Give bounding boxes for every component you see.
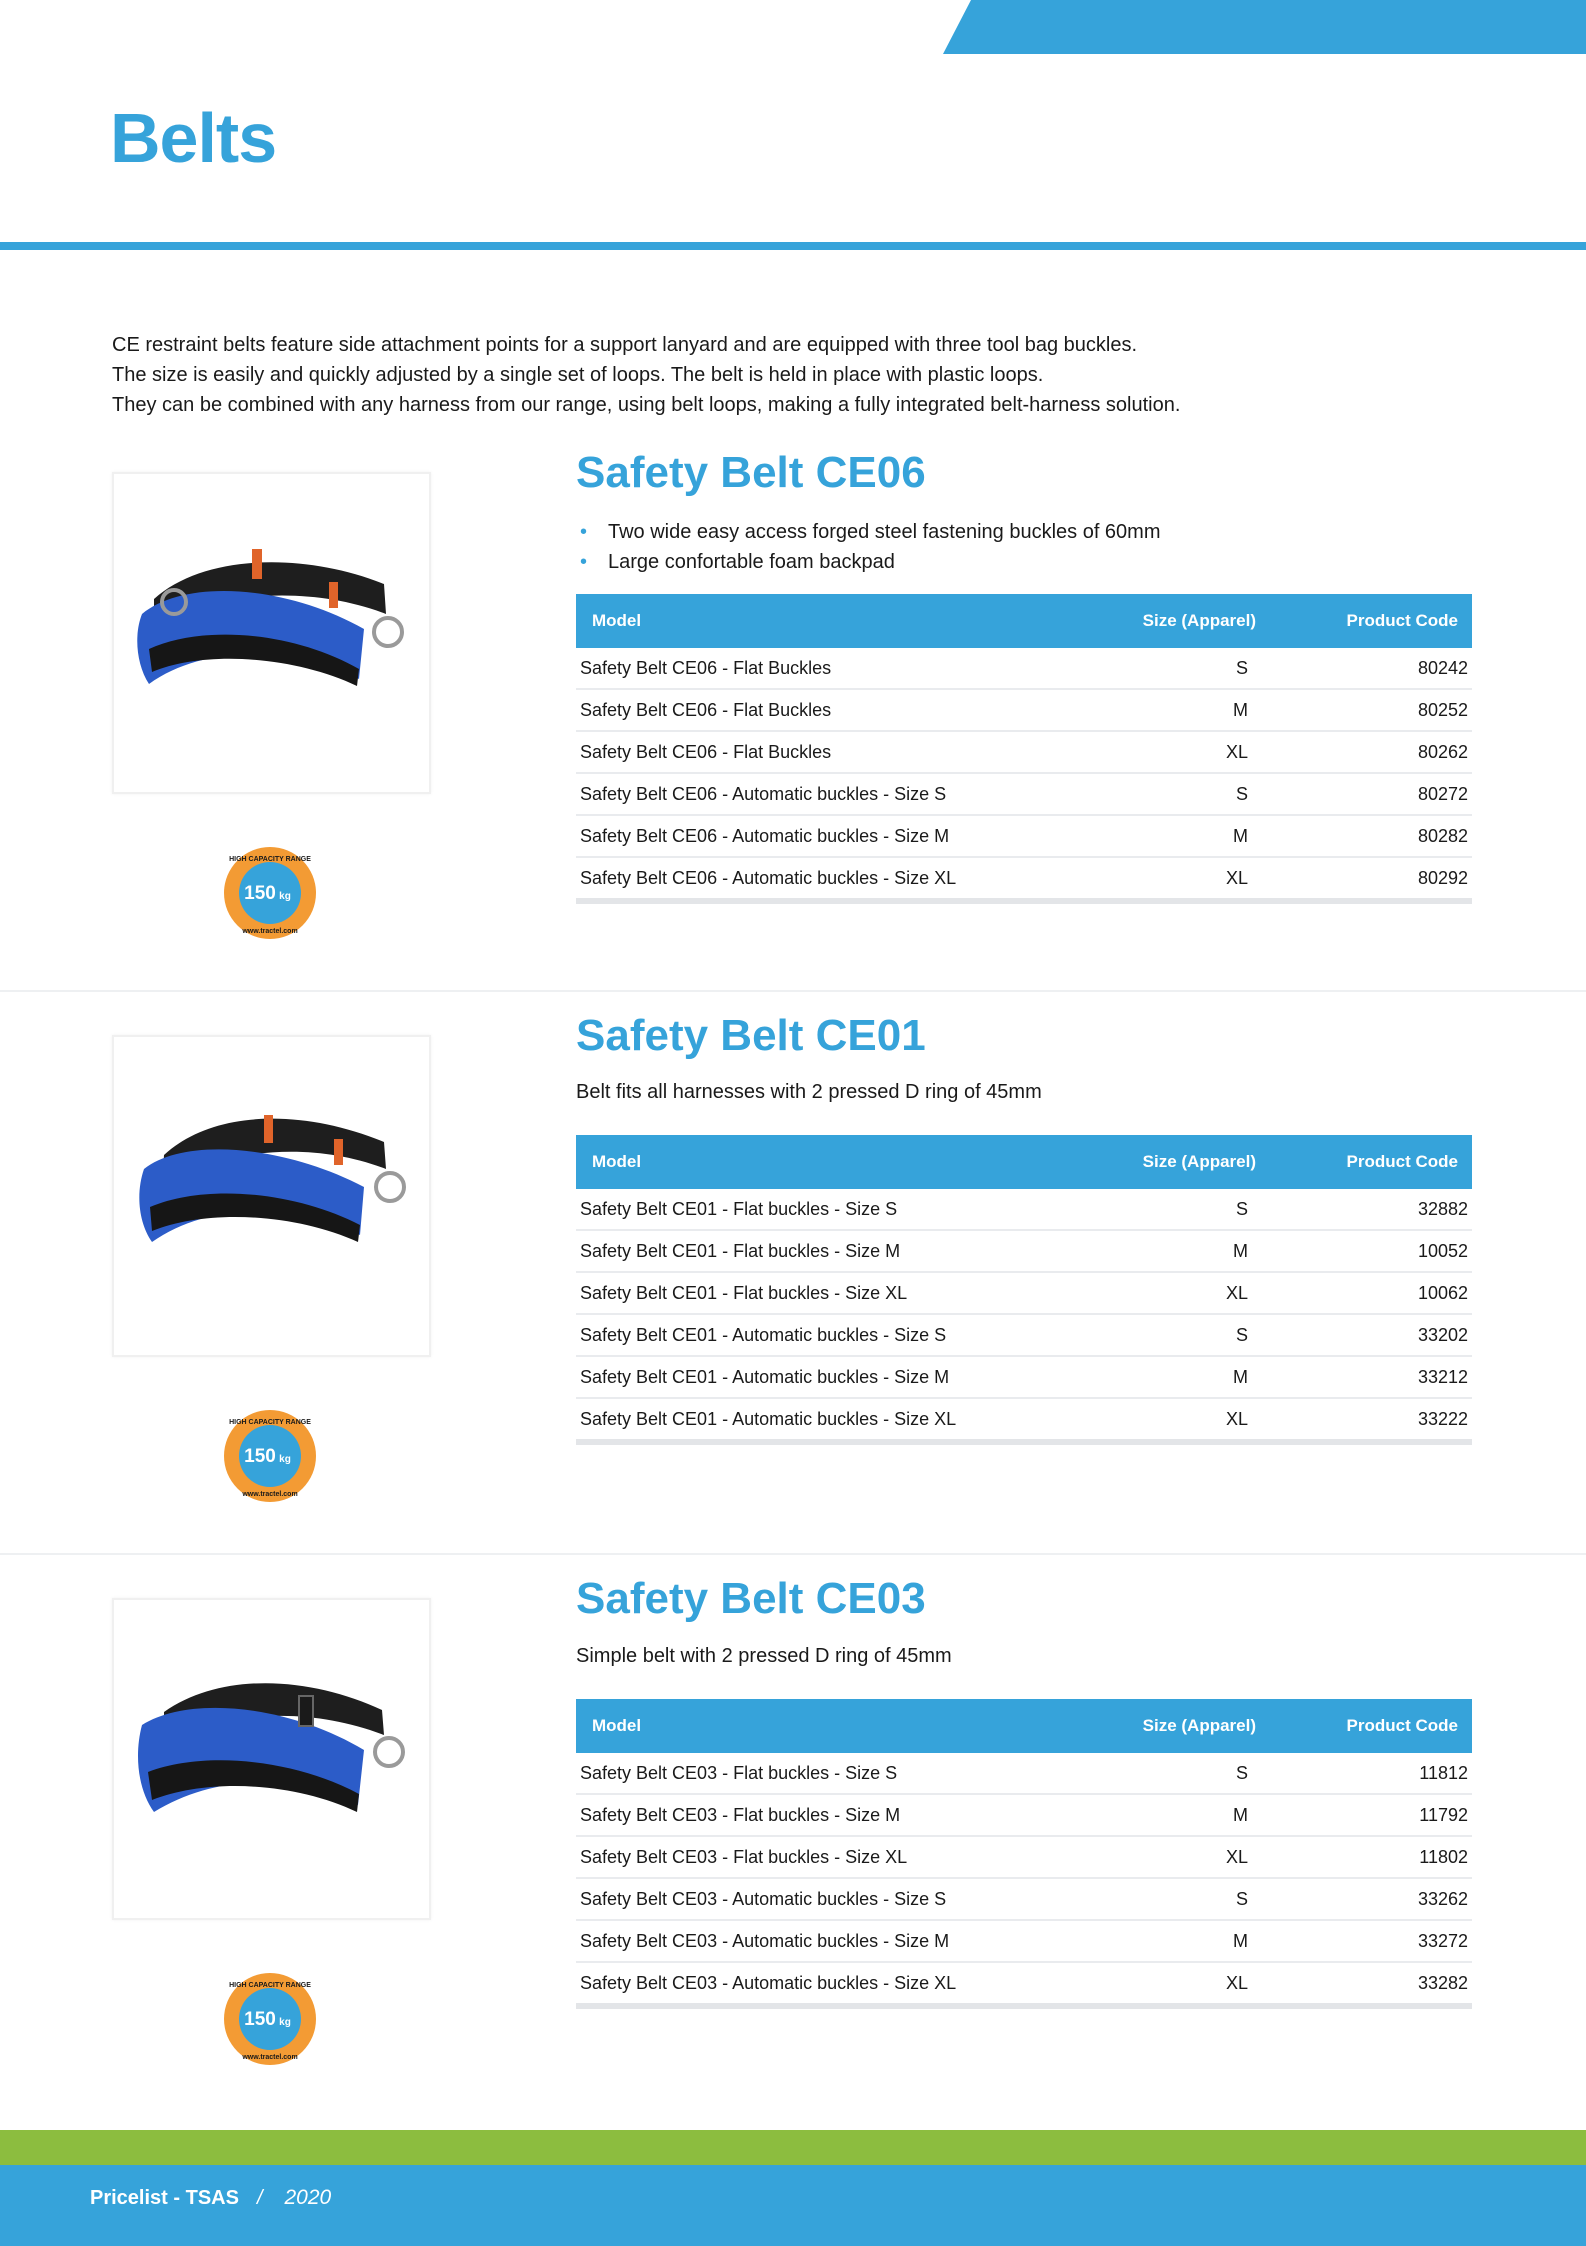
product-table — [576, 594, 1472, 904]
col-header-model: Model — [576, 1699, 1090, 1753]
cell-size: XL — [1090, 1962, 1272, 2006]
cell-code: 80292 — [1272, 857, 1472, 901]
cell-model: Safety Belt CE01 - Automatic buckles - Size M — [576, 1356, 1090, 1398]
cell-size: S — [1090, 648, 1272, 689]
cell-size: S — [1090, 773, 1272, 815]
col-header-size: Size (Apparel) — [1090, 1135, 1272, 1189]
footer-green-band — [0, 2130, 1586, 2165]
table-row — [576, 1189, 1472, 1230]
table-row — [576, 1753, 1472, 1794]
cell-code: 80262 — [1272, 731, 1472, 773]
belt-illustration — [114, 474, 429, 792]
cell-code: 33202 — [1272, 1314, 1472, 1356]
section-divider — [0, 1553, 1586, 1555]
cell-model: Safety Belt CE06 - Automatic buckles - Size M — [576, 815, 1090, 857]
intro-line: They can be combined with any harness from our range, using belt loops, making a fully integrated belt-harness solution. — [112, 394, 1181, 416]
cell-size: XL — [1090, 1398, 1272, 1442]
cell-code: 11812 — [1272, 1753, 1472, 1794]
table-row — [576, 1230, 1472, 1272]
cell-model: Safety Belt CE03 - Automatic buckles - Size M — [576, 1920, 1090, 1962]
cell-size: M — [1090, 689, 1272, 731]
badge-bottom-text: www.tractel.com — [242, 928, 298, 935]
cell-model: Safety Belt CE03 - Automatic buckles - Size S — [576, 1878, 1090, 1920]
badge-value: 150 — [244, 2009, 276, 2030]
table-row — [576, 1398, 1472, 1442]
cell-code: 33262 — [1272, 1878, 1472, 1920]
cell-model: Safety Belt CE03 - Flat buckles - Size M — [576, 1794, 1090, 1836]
cell-code: 32882 — [1272, 1189, 1472, 1230]
badge-value: 150 — [244, 1446, 276, 1467]
cell-code: 33212 — [1272, 1356, 1472, 1398]
col-header-code: Product Code — [1272, 1135, 1472, 1189]
col-header-code: Product Code — [1272, 1699, 1472, 1753]
cell-code: 33272 — [1272, 1920, 1472, 1962]
badge-unit: kg — [279, 891, 291, 902]
cell-model: Safety Belt CE01 - Automatic buckles - Size XL — [576, 1398, 1090, 1442]
badge-top-text: HIGH CAPACITY RANGE — [229, 1982, 311, 1989]
table-row — [576, 1356, 1472, 1398]
belt-illustration — [114, 1600, 429, 1918]
feature-item: • Two wide easy access forged steel fastening buckles of 60mm — [576, 517, 1161, 547]
top-accent-band — [943, 0, 1586, 54]
cell-model: Safety Belt CE01 - Flat buckles - Size XL — [576, 1272, 1090, 1314]
table-row — [576, 1878, 1472, 1920]
table-row — [576, 773, 1472, 815]
feature-item: • Large confortable foam backpad — [576, 547, 1161, 577]
cell-size: M — [1090, 815, 1272, 857]
cell-model: Safety Belt CE06 - Automatic buckles - Size S — [576, 773, 1090, 815]
col-header-model: Model — [576, 1135, 1090, 1189]
badge-value: 150 — [244, 883, 276, 904]
cell-model: Safety Belt CE01 - Flat buckles - Size S — [576, 1189, 1090, 1230]
col-header-size: Size (Apparel) — [1090, 1699, 1272, 1753]
cell-size: M — [1090, 1356, 1272, 1398]
badge-bottom-text: www.tractel.com — [242, 2054, 298, 2061]
cell-size: S — [1090, 1878, 1272, 1920]
cell-model: Safety Belt CE06 - Flat Buckles — [576, 648, 1090, 689]
cell-size: S — [1090, 1753, 1272, 1794]
cell-code: 80272 — [1272, 773, 1472, 815]
product-subtitle: Belt fits all harnesses with 2 pressed D ring of 45mm — [576, 1081, 1042, 1103]
table-row — [576, 857, 1472, 901]
capacity-badge-icon — [222, 1971, 318, 2067]
col-header-model: Model — [576, 594, 1090, 648]
cell-code: 80242 — [1272, 648, 1472, 689]
table-row — [576, 731, 1472, 773]
cell-model: Safety Belt CE01 - Flat buckles - Size M — [576, 1230, 1090, 1272]
cell-model: Safety Belt CE06 - Flat Buckles — [576, 689, 1090, 731]
table-row — [576, 689, 1472, 731]
col-header-size: Size (Apparel) — [1090, 594, 1272, 648]
cell-model: Safety Belt CE06 - Flat Buckles — [576, 731, 1090, 773]
table-row — [576, 1314, 1472, 1356]
cell-code: 11792 — [1272, 1794, 1472, 1836]
table-row — [576, 1836, 1472, 1878]
table-row — [576, 1962, 1472, 2006]
cell-model: Safety Belt CE03 - Flat buckles - Size XL — [576, 1836, 1090, 1878]
product-table — [576, 1699, 1472, 2009]
badge-top-text: HIGH CAPACITY RANGE — [229, 1419, 311, 1426]
capacity-badge-icon — [222, 845, 318, 941]
intro-paragraph — [112, 330, 1492, 420]
cell-code: 10062 — [1272, 1272, 1472, 1314]
cell-code: 33222 — [1272, 1398, 1472, 1442]
cell-size: S — [1090, 1189, 1272, 1230]
product-subtitle: Simple belt with 2 pressed D ring of 45mm — [576, 1645, 952, 1667]
product-photo — [112, 1598, 431, 1920]
title-rule — [0, 242, 1586, 250]
cell-model: Safety Belt CE03 - Automatic buckles - Size XL — [576, 1962, 1090, 2006]
section-divider — [0, 990, 1586, 992]
product-title: Safety Belt CE03 — [576, 1574, 926, 1623]
cell-model: Safety Belt CE06 - Automatic buckles - Size XL — [576, 857, 1090, 901]
footer-separator: / — [256, 2187, 263, 2209]
cell-size: S — [1090, 1314, 1272, 1356]
cell-size: M — [1090, 1794, 1272, 1836]
product-table — [576, 1135, 1472, 1445]
cell-model: Safety Belt CE01 - Automatic buckles - Size S — [576, 1314, 1090, 1356]
table-row — [576, 815, 1472, 857]
cell-code: 10052 — [1272, 1230, 1472, 1272]
cell-code: 80282 — [1272, 815, 1472, 857]
product-photo — [112, 1035, 431, 1357]
cell-model: Safety Belt CE03 - Flat buckles - Size S — [576, 1753, 1090, 1794]
badge-top-text: HIGH CAPACITY RANGE — [229, 856, 311, 863]
cell-size: XL — [1090, 1836, 1272, 1878]
badge-unit: kg — [279, 2017, 291, 2028]
cell-code: 33282 — [1272, 1962, 1472, 2006]
col-header-code: Product Code — [1272, 594, 1472, 648]
feature-list — [576, 517, 1161, 577]
badge-unit: kg — [279, 1454, 291, 1465]
footer-label: Pricelist - TSAS — [90, 2187, 239, 2209]
footer-year: 2020 — [284, 2186, 332, 2209]
belt-illustration — [114, 1037, 429, 1355]
cell-size: XL — [1090, 1272, 1272, 1314]
table-row — [576, 1272, 1472, 1314]
cell-size: XL — [1090, 731, 1272, 773]
cell-size: XL — [1090, 857, 1272, 901]
product-photo — [112, 472, 431, 794]
capacity-badge-icon — [222, 1408, 318, 1504]
cell-size: M — [1090, 1230, 1272, 1272]
product-title: Safety Belt CE06 — [576, 448, 926, 497]
badge-bottom-text: www.tractel.com — [242, 1491, 298, 1498]
footer-text — [90, 2184, 331, 2212]
cell-code: 11802 — [1272, 1836, 1472, 1878]
table-row — [576, 1920, 1472, 1962]
table-row — [576, 1794, 1472, 1836]
intro-line: The size is easily and quickly adjusted by a single set of loops. The belt is held in place with plastic loops. — [112, 364, 1044, 386]
table-row — [576, 648, 1472, 689]
page-title: Belts — [110, 99, 277, 177]
product-title: Safety Belt CE01 — [576, 1011, 926, 1060]
intro-line: CE restraint belts feature side attachment points for a support lanyard and are equipped with three tool bag buckles. — [112, 334, 1138, 356]
cell-size: M — [1090, 1920, 1272, 1962]
cell-code: 80252 — [1272, 689, 1472, 731]
